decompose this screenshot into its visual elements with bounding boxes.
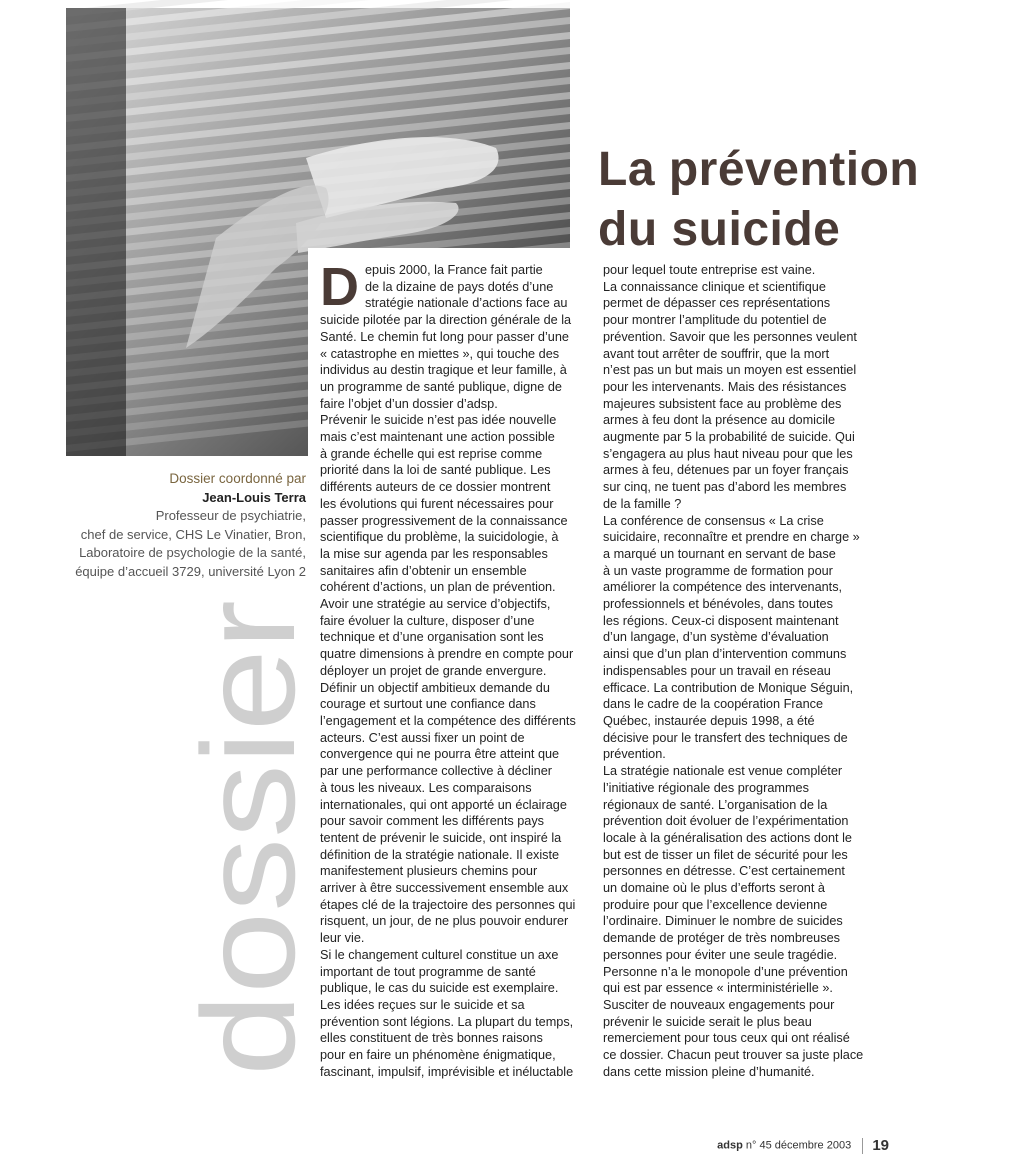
text-line: dans cette mission pleine d’humanité. [603,1064,815,1079]
text-line: armes à feu dont la présence au domicile [603,413,836,428]
text-line: indispensables pour un travail en réseau [603,663,831,678]
text-line: améliorer la compétence des intervenants, [603,580,843,595]
section-label [175,600,322,1080]
text-line: produire pour que l’excellence devienne [603,897,828,912]
text-line: ainsi que d’un plan d’intervention communs [603,647,847,662]
text-line: d’un langage, d’un système d’évaluation [603,630,829,645]
text-line: passer progressivement de la connaissance [320,513,568,528]
text-line: Santé. Le chemin fut long pour passer d’une [320,329,569,344]
publication-name: adsp [717,1139,743,1152]
text-line: convergence qui ne pourra être atteint que [320,747,560,762]
text-line: risquent, un jour, de ne plus pouvoir endurer [320,914,569,929]
text-line: décisive pour le transfert des techniques de [603,730,848,745]
text-line: étapes clé de la trajectoire des personnes qui [320,897,576,912]
text-line: Susciter de nouveaux engagements pour [603,997,835,1012]
text-line: les régions. Ceux-ci disposent maintenant [603,613,839,628]
text-line: qui est par essence « interministérielle ». [603,981,833,996]
text-line: l’ordinaire. Diminuer le nombre de suicides [603,914,843,929]
text-line: définition de la stratégie nationale. Il existe [320,847,560,862]
text-line: pour savoir comment les différents pays [320,814,545,829]
text-line: à grande échelle qui est reprise comme [320,446,543,461]
text-line: personnes pour éviter une seule tragédie. [603,947,838,962]
text-line: un domaine où le plus d’efforts seront à [603,881,825,896]
text-line: n’est pas un but mais un moyen est essentiel [603,363,857,378]
text-line: efficace. La contribution de Monique Séguin, [603,680,854,695]
text-line: professionnels et bénévoles, dans toutes [603,597,833,612]
text-line: Les idées reçues sur le suicide et sa [320,997,525,1012]
text-line: manifestement plusieurs chemins pour [320,864,538,879]
text-line: de la famille ? [603,496,682,511]
text-line: différents auteurs de ce dossier montrent [320,480,551,495]
text-line: fascinant, impulsif, imprévisible et inéluctable [320,1064,574,1079]
text-line: l’engagement et la compétence des différents [320,713,576,728]
text-line: prévention. Savoir que les personnes veulent [603,329,857,344]
section-label-text: dossier [175,650,322,1076]
text-line: ce dossier. Chacun peut trouver sa juste place [603,1048,864,1063]
title-line-1: La prévention [598,143,920,196]
text-line: scientifique du problème, la suicidologie, à [320,530,559,545]
text-line: publique, le cas du suicide est exemplaire. [320,981,559,996]
article-column-1 [320,257,576,1080]
text-line: par une performance collective à décliner [320,764,553,779]
text-line: faire l’objet d’un dossier d’adsp. [320,396,498,411]
text-line: s’engagera au plus haut niveau pour que les [603,446,853,461]
text-line: majeures subsistent face au problème des [603,396,842,411]
text-line: courage et surtout une confiance dans [320,697,536,712]
text-line: Avoir une stratégie au service d’objectifs, [320,597,551,612]
text-line: mais c’est maintenant une action possible [320,430,555,445]
text-line: l’initiative régionale des programmes [603,780,809,795]
text-line: à tous les niveaux. Les comparaisons [320,780,532,795]
text-line: tentent de prévenir le suicide, ont inspiré la [320,830,562,845]
text-line: régionaux de santé. L’organisation de la [603,797,828,812]
text-line: arriver à être successivement ensemble aux [320,881,569,896]
text-line: la mise sur agenda par les responsables [320,546,548,561]
text-line: remerciement pour tous ceux qui ont réalisé [603,1031,850,1046]
footer-divider [862,1138,863,1154]
credits-author: Jean-Louis Terra [202,489,306,505]
text-line: locale à la généralisation des actions dont le [603,830,852,845]
text-line: suicide pilotée par la direction générale de la [320,313,572,328]
text-line: prévenir le suicide serait le plus beau [603,1014,812,1029]
credits-line: Laboratoire de psychologie de la santé, [79,545,306,560]
credits-line: chef de service, CHS Le Vinatier, Bron, [80,526,306,542]
text-line: La conférence de consensus « La crise [603,513,824,528]
drop-cap: D [320,257,359,317]
page-number: 19 [872,1137,889,1154]
text-line: Québec, instaurée depuis 1998, a été [603,713,815,728]
text-line: elles constituent de très bonnes raisons [320,1031,543,1046]
text-line: leur vie. [320,931,365,946]
text-line: important de tout programme de santé [320,964,536,979]
text-line: « catastrophe en miettes », qui touche des [320,346,560,361]
text-line: demande de protéger de très nombreuses [603,931,840,946]
text-line: quatre dimensions à prendre en compte pour [320,647,574,662]
text-line: sur cinq, ne tuent pas d’abord les membres [603,480,847,495]
text-line: Personne n’a le monopole d’une prévention [603,964,848,979]
text-line: dans le cadre de la coopération France [603,697,824,712]
text-line: augmente par 5 la probabilité de suicide. Qui [603,430,855,445]
text-line: individus au destin tragique et leur famille, à [320,363,567,378]
text-line: armes à feu, détenues par un foyer français [603,463,849,478]
text-line: acteurs. C’est aussi fixer un point de [320,730,525,745]
text-line: but est de tisser un filet de sécurité pour les [603,847,848,862]
text-line: déployer un projet de grande envergure. [320,663,547,678]
text-line: avant tout arrêter de souffrir, que la mort [603,346,830,361]
credits-line: équipe d’accueil 3729, université Lyon 2 [75,563,306,579]
text-line: suicidaire, reconnaître et prendre en charge » [603,530,860,545]
text-line: La connaissance clinique et scientifique [603,279,826,294]
text-line: pour en faire un phénomène énigmatique, [320,1048,556,1063]
text-line: La stratégie nationale est venue compléter [603,764,843,779]
text-line: epuis 2000, la France fait partie [365,263,543,277]
text-line: pour montrer l’amplitude du potentiel de [603,313,827,328]
credits-line: Professeur de psychiatrie, [155,508,306,523]
text-line: à un vaste programme de formation pour [603,563,833,578]
text-line: Prévenir le suicide n’est pas idée nouvelle [320,413,557,428]
dossier-credits [75,470,306,581]
text-line: prévention. [603,747,666,762]
text-line: pour lequel toute entreprise est vaine. [603,263,816,277]
article-title [598,140,998,260]
text-line: prévention doit évoluer de l’expérimentation [603,814,849,829]
text-line: un programme de santé publique, digne de [320,379,562,394]
text-line: sanitaires afin d’obtenir un ensemble [320,563,527,578]
text-line: stratégie nationale d’actions face au [365,296,568,311]
text-line: de la dizaine de pays dotés d’une [365,279,554,294]
text-line: pour les intervenants. Mais des résistances [603,379,847,394]
issue-info: n° 45 décembre 2003 [745,1139,852,1152]
text-line: cohérent d’actions, un plan de prévention. [320,580,556,595]
title-line-2: du suicide [598,203,841,256]
credits-lead: Dossier coordonné par [169,471,306,486]
text-line: Si le changement culturel constitue un axe [320,947,559,962]
text-line: prévention sont légions. La plupart du temps, [320,1014,574,1029]
text-line: technique et d’une organisation sont les [320,630,544,645]
text-line: personnes en détresse. C’est certainement [603,864,845,879]
text-line: internationales, qui ont apporté un éclairage [320,797,567,812]
text-line: permet de dépasser ces représentations [603,296,831,311]
text-line: a marqué un tournant en servant de base [603,546,836,561]
text-line: faire évoluer la culture, disposer d’une [320,613,535,628]
text-line: Définir un objectif ambitieux demande du [320,680,550,695]
text-line: priorité dans la loi de santé publique. Les [320,463,551,478]
text-line: les évolutions qui furent nécessaires pour [320,496,554,511]
article-column-2 [603,262,863,1080]
page-footer [717,1137,889,1154]
